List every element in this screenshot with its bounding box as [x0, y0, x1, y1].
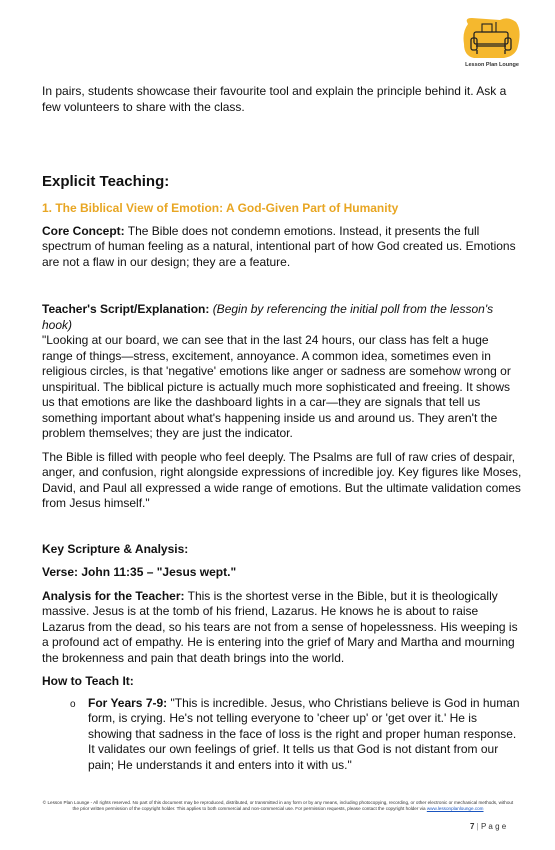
core-concept-text: The Bible does not condemn emotions. Instead, it presents the full spectrum of human feeling as a natural, intentional part of how God created us. Emotions are not a flaw in our design; they are a feature.: [42, 223, 516, 269]
copyright-text: © Lesson Plan Lounge - All rights reserved. No part of this document may be reproduced, distributed, or transmitted in any form or by any means, including photocopying, recording, or other electronic or mechanical methods, without the prior written permission of the copyright holder. This applies to both commercial and non-commercial use. For permission requests, please contact the copyright holder via: [42, 800, 514, 811]
core-concept-paragraph: [42, 224, 522, 271]
script-label: Teacher's Script/Explanation:: [42, 302, 210, 316]
page-number: [470, 822, 506, 831]
how-to-teach-label: How to Teach It:: [42, 674, 134, 688]
page-content: [42, 84, 522, 773]
bullet-icon: o: [70, 698, 76, 710]
section-subheading: 1. The Biblical View of Emotion: A God-Given Part of Humanity: [42, 201, 399, 215]
key-scripture-heading: [42, 542, 522, 558]
sofa-icon: [460, 16, 524, 62]
key-scripture-label: Key Scripture & Analysis:: [42, 541, 189, 556]
core-concept-label: Core Concept:: [42, 223, 125, 238]
intro-paragraph: In pairs, students showcase their favourite tool and explain the principle behind it. Ask a few volunteers to share with the class.: [42, 84, 507, 114]
years-label: For Years 7-9:: [88, 695, 168, 710]
years-7-9-text: [88, 696, 522, 774]
script-heading: [42, 302, 522, 333]
years-body: "This is incredible. Jesus, who Christians believe is God in human form, is crying. He's not telling everyone to 'cheer up' or 'get over it.' He is showing that sadness in the face of loss is the right and proper human response. It validates our own feelings of grief. It tells us that God is not distant from our pain; He understands it and enters into it with us.": [88, 695, 520, 772]
lesson-plan-lounge-logo: [460, 16, 524, 74]
script-note: (Begin by referencing the initial poll from the lesson's hook): [42, 302, 494, 332]
how-to-teach-heading: [42, 674, 522, 690]
logo-text: Lesson Plan Lounge: [465, 62, 519, 68]
verse-text: Verse: John 11:35 – "Jesus wept.": [42, 565, 237, 579]
analysis-paragraph: [42, 589, 522, 667]
page-separator: |: [474, 822, 481, 831]
list-item: [42, 696, 522, 774]
script-paragraph-1: "Looking at our board, we can see that in the last 24 hours, our class has felt a huge range of things—stress, excitement, annoyance. A common idea, sometimes even in religious circles, is that 'negative' emotions like anger or sadness are somehow wrong or unspiritual. The biblical picture is actually much more sophisticated and freeing. It shows us that emotions are like the dashboard lights in a car—they are signals that tell us something important about what's happening inside us and around us. They aren't the problem themselves; they are just the indicator.: [42, 333, 511, 440]
copyright-footer: [40, 800, 516, 812]
page-number-value: 7: [470, 822, 475, 831]
script-paragraph-2: The Bible is filled with people who feel deeply. The Psalms are full of raw cries of despair, anger, and confusion, right alongside expressions of incredible joy. Key figures like Moses, David, and Paul all expressed a wide range of emotions. But the ultimate validation comes from Jesus himself.": [42, 449, 522, 510]
website-link[interactable]: www.lessonplanlounge.com: [426, 806, 484, 811]
verse-line: [42, 565, 522, 581]
analysis-text: This is the shortest verse in the Bible, but it is theologically massive. Jesus is at the tomb of his friend, Lazarus. He knows he is about to raise Lazarus from the dead, so his tears are not from a sense of hopelessness. His weeping is a profound act of empathy. He is entering into the grief of Mary and Martha and mourning the brokenness and pain that death brings into the world.: [42, 588, 518, 665]
explicit-teaching-heading: Explicit Teaching:: [42, 173, 170, 190]
page-word: P a g e: [480, 822, 507, 831]
analysis-label: Analysis for the Teacher:: [42, 588, 185, 603]
